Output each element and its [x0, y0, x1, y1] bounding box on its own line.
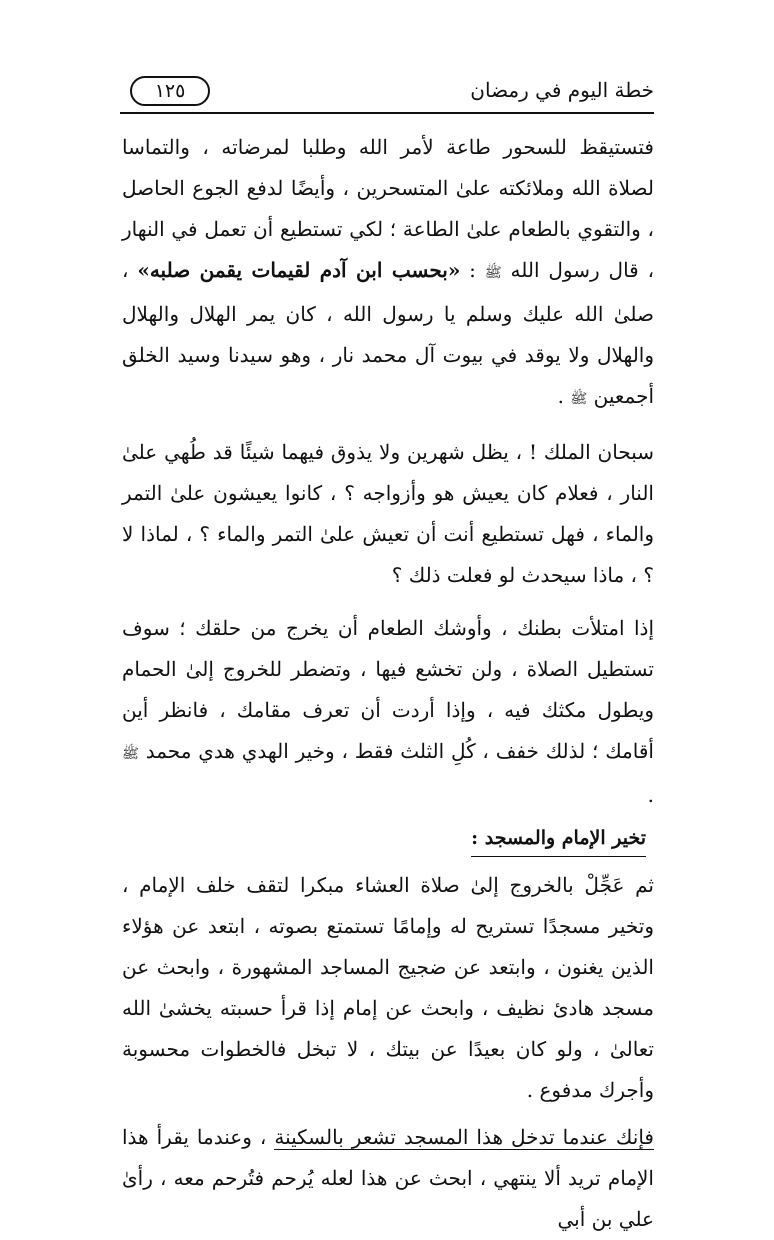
- header-rule: [120, 112, 654, 114]
- paragraph-1: [122, 127, 654, 420]
- underlined-phrase: فإنك عندما تدخل هذا المسجد تشعر بالسكينة: [274, 1125, 654, 1149]
- paragraph-2: [122, 432, 654, 596]
- text-run: إذا امتلأت بطنك ، وأوشك الطعام أن يخرج من حلقك ؛ سوف تستطيل الصلاة ، ولن تخشع فيها ، وتضطر للخروج إلىٰ الحمام ويطول مكثك فيه ، وإذا أردت أن تعرف مقامك ، فانظر أين أقامك ؛ لذلك خفف ، كُلِ الثلث فقط ، وخير الهدي هدي محمد: [122, 616, 654, 763]
- text-run: ، وعندما يقرأ هذا الإمام تريد ألا ينتهي ، ابحث عن هذا لعله يُرحم فتُرحم معه ، رأىٰ علي بن أبي: [122, 1125, 654, 1231]
- page-header: [120, 70, 654, 112]
- text-run: سبحان الملك ! ، يظل شهرين ولا يذوق فيهما شيئًا قد طُهي علىٰ النار ، فعلام كان يعيش هو وأزواجه ؟ ، كانوا يعيشون علىٰ التمر والماء ، فهل تستطيع أنت أن تعيش علىٰ التمر والماء ؟ ، لماذا لا ؟ ، ماذا سيحدث لو فعلت ذلك ؟: [122, 440, 654, 587]
- section-heading-wrap: [122, 820, 646, 857]
- hadith-quote: «بحسب ابن آدم لقيمات يقمن صلبه»: [137, 258, 461, 282]
- text-run: .: [557, 384, 571, 408]
- page-number: ١٢٥: [154, 80, 186, 102]
- paragraph-3: [122, 608, 654, 816]
- text-run: .: [647, 783, 654, 807]
- running-title: خطة اليوم في رمضان: [470, 78, 654, 102]
- page-body: [122, 127, 654, 1240]
- section-heading: تخير الإمام والمسجد :: [471, 820, 646, 857]
- text-run: :: [460, 258, 485, 282]
- text-run: فتستيقظ للسحور طاعة لأمر الله وطلبا لمرضاته ، والتماسا لصلاة الله وملائكته علىٰ المتسحرين ، وأيضًا لدفع الجوع الحاصل ، والتقوي بالطعام علىٰ الطاعة ؛ لكي تستطيع أن تعمل في النهار ، قال رسول الله: [122, 135, 655, 282]
- paragraph-5: [122, 1117, 654, 1240]
- salawat-glyph: ﷺ: [570, 391, 588, 407]
- salawat-glyph: ﷺ: [484, 265, 502, 281]
- text-run: ، صلىٰ الله عليك وسلم يا رسول الله ، كان يمر الهلال والهلال والهلال ولا يوقد في بيوت آل محمد نار ، وهو سيدنا وسيد الخلق أجمعين: [122, 258, 654, 408]
- salawat-glyph: ﷺ: [122, 746, 139, 762]
- page-number-badge: [130, 76, 210, 106]
- paragraph-4: ثم عَجِّلْ بالخروج إلىٰ صلاة العشاء مبكرا لتقف خلف الإمام ، وتخير مسجدًا تستريح له وإمامًا تستمتع بصوته ، ابتعد عن هؤلاء الذين يغنون ، وابتعد عن ضجيج المساجد المشهورة ، وابحث عن مسجد هادئ نظيف ، وابحث عن إمام إذا قرأ حسبته يخشىٰ الله تعالىٰ ، ولو كان بعيدًا عن بيتك ، لا تبخل فالخطوات محسوبة وأجرك مدفوع .: [122, 873, 654, 1102]
